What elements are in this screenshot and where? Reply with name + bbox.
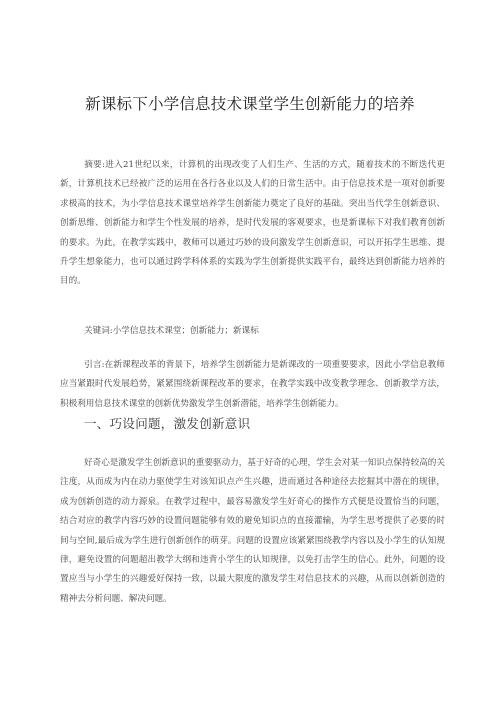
section-heading: 一、巧设问题，激发创新意识 <box>84 416 251 431</box>
keywords-paragraph <box>60 322 445 341</box>
section-paragraph <box>60 454 445 609</box>
section-text: 好奇心是激发学生创新意识的重要驱动力，基于好奇的心理，学生会对某一知识点保持较高的关注度，从而成为内在动力驱使学生对该知识点产生兴趣，进而通过各种途径去挖掘其中潜在的规律，成为创新创造的动力源泉。在教学过程中，最容易激发学生好奇心的操作方式便是设置恰当的问题，结合对应的教学内容巧妙的设置问题能够有效的避免知识点的直接灌输，为学生思考提供了必要的时间与空间,最后成为学生进行创新创作的萌芽。问题的设置应该紧紧围绕教学内容以及小学生的认知规律，避免设置的问题超出教学大纲和违背小学生的认知规律，以免打击学生的信心。此外，问题的设置应当与小学生的兴趣爱好保持一致，以最大限度的激发学生对信息技术的兴趣，从而以创新创造的精神去分析问题、解决问题。 <box>60 458 445 604</box>
abstract-paragraph <box>60 156 445 292</box>
keywords-label: 关键词: <box>84 326 113 336</box>
abstract-label: 摘要: <box>84 160 105 170</box>
intro-label: 引言: <box>84 360 105 370</box>
keywords-text: 小学信息技术课堂；创新能力；新课标 <box>112 326 259 336</box>
paper-title: 新课标下小学信息技术课堂学生创新能力的培养 <box>85 95 415 113</box>
intro-text: 在新课程改革的背景下，培养学生创新能力是新课改的一项重要要求，因此小学信息教师应当紧跟时代发展趋势，紧紧围绕新课程改革的要求，在教学实践中改变教学理念、创新教学方法，积极利用信息技术课堂的创新优势激发学生创新潜能，培养学生创新能力。 <box>60 360 445 409</box>
intro-paragraph <box>60 356 445 414</box>
abstract-text: 进入21世纪以来，计算机的出现改变了人们生产、生活的方式，随着技术的不断迭代更新，计算机技术已经被广泛的运用在各行各业以及人们的日常生活中。由于信息技术是一项对创新要求极高的技术，为小学信息技术课堂培养学生创新能力奠定了良好的基础。突出当代学生创新意识、创新思维、创新能力和学生个性发展的培养，是时代发展的客观要求，也是新课标下对我们教育创新的要求。为此，在教学实践中，教师可以通过巧妙的设问激发学生创新意识，可以开拓学生思维、提升学生想象能力，也可以通过跨学科体系的实践为学生创新提供实践平台，最终达到创新能力培养的目的。 <box>60 160 445 287</box>
